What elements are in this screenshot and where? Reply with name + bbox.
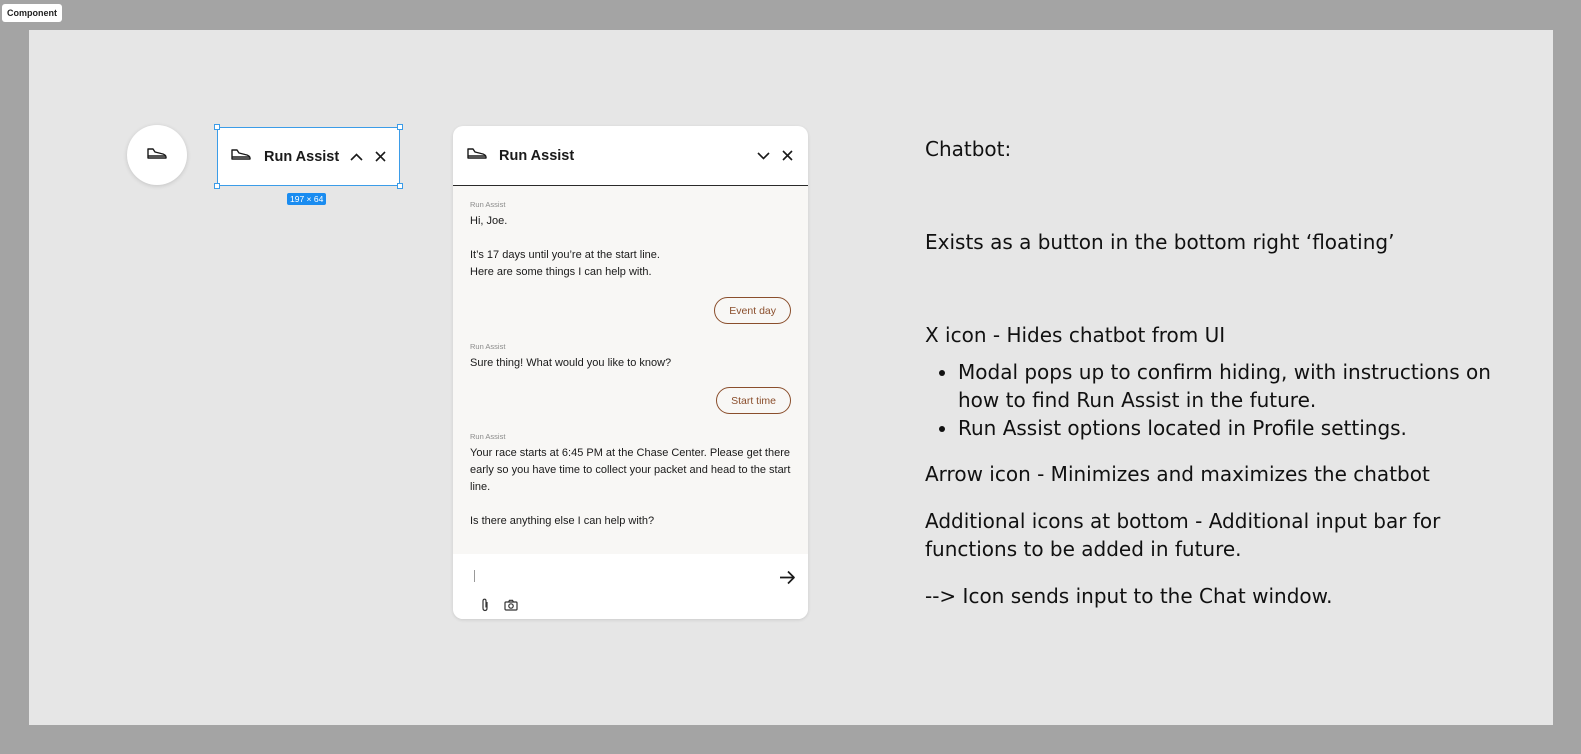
selection-handle[interactable] xyxy=(397,183,403,189)
size-badge: 197 × 64 xyxy=(287,193,326,205)
message-sender: Run Assist xyxy=(470,200,506,209)
bot-message xyxy=(470,432,791,530)
note-send-icon: --> Icon sends input to the Chat window. xyxy=(925,584,1333,608)
note-x-icon: X icon - Hides chatbot from UI xyxy=(925,323,1226,347)
chat-input-area xyxy=(453,554,808,619)
message-text: Hi, Joe. xyxy=(470,215,508,227)
shoe-icon xyxy=(230,147,252,166)
event-day-chip[interactable]: Event day xyxy=(714,297,791,324)
close-icon[interactable] xyxy=(778,147,796,165)
mini-bar-title: Run Assist xyxy=(264,148,340,165)
message-text: It’s 17 days until you’re at the start line. Here are some things I can help with. xyxy=(470,249,660,278)
chevron-up-icon[interactable] xyxy=(347,148,365,166)
chat-header xyxy=(453,126,808,186)
note-additional-icons: Additional icons at bottom - Additional input bar for functions to be added in future. xyxy=(925,509,1441,561)
chevron-down-icon[interactable] xyxy=(754,147,772,165)
message-text: Sure thing! What would you like to know? xyxy=(470,357,672,369)
shoe-icon xyxy=(466,146,488,165)
selection-handle[interactable] xyxy=(214,183,220,189)
annotation-notes xyxy=(925,135,1525,610)
note-bullet: • Run Assist options located in Profile settings. xyxy=(958,414,1525,442)
selection-handle[interactable] xyxy=(214,124,220,130)
note-bullets xyxy=(925,358,1525,442)
chat-title: Run Assist xyxy=(499,147,575,164)
bot-message xyxy=(470,200,791,281)
chat-messages xyxy=(453,186,808,554)
bot-message xyxy=(470,342,791,372)
start-time-chip[interactable]: Start time xyxy=(716,387,791,414)
selection-handle[interactable] xyxy=(397,124,403,130)
message-sender: Run Assist xyxy=(470,432,506,441)
message-text: Your race starts at 6:45 PM at the Chase Center. Please get there early so you have time to collect your packet and head to the start line. xyxy=(470,447,791,493)
component-label: Component xyxy=(2,4,62,22)
camera-icon[interactable] xyxy=(504,598,518,616)
shoe-icon xyxy=(146,146,168,165)
design-canvas xyxy=(29,30,1553,725)
message-text: Is there anything else I can help with? xyxy=(470,515,655,527)
run-assist-floating-button[interactable] xyxy=(127,125,187,185)
note-arrow-icon: Arrow icon - Minimizes and maximizes the chatbot xyxy=(925,462,1430,486)
paperclip-icon[interactable] xyxy=(480,598,490,617)
note-bullet: • Modal pops up to confirm hiding, with instructions on how to find Run Assist in the future. xyxy=(958,358,1525,414)
close-icon[interactable] xyxy=(371,148,389,166)
arrow-right-icon[interactable] xyxy=(776,566,798,588)
notes-heading: Chatbot: xyxy=(925,137,1012,161)
chat-window xyxy=(453,126,808,619)
note-floating: Exists as a button in the bottom right ‘floating’ xyxy=(925,230,1395,254)
chat-input[interactable] xyxy=(474,570,475,582)
message-sender: Run Assist xyxy=(470,342,506,351)
run-assist-minimized-bar[interactable] xyxy=(217,127,400,186)
